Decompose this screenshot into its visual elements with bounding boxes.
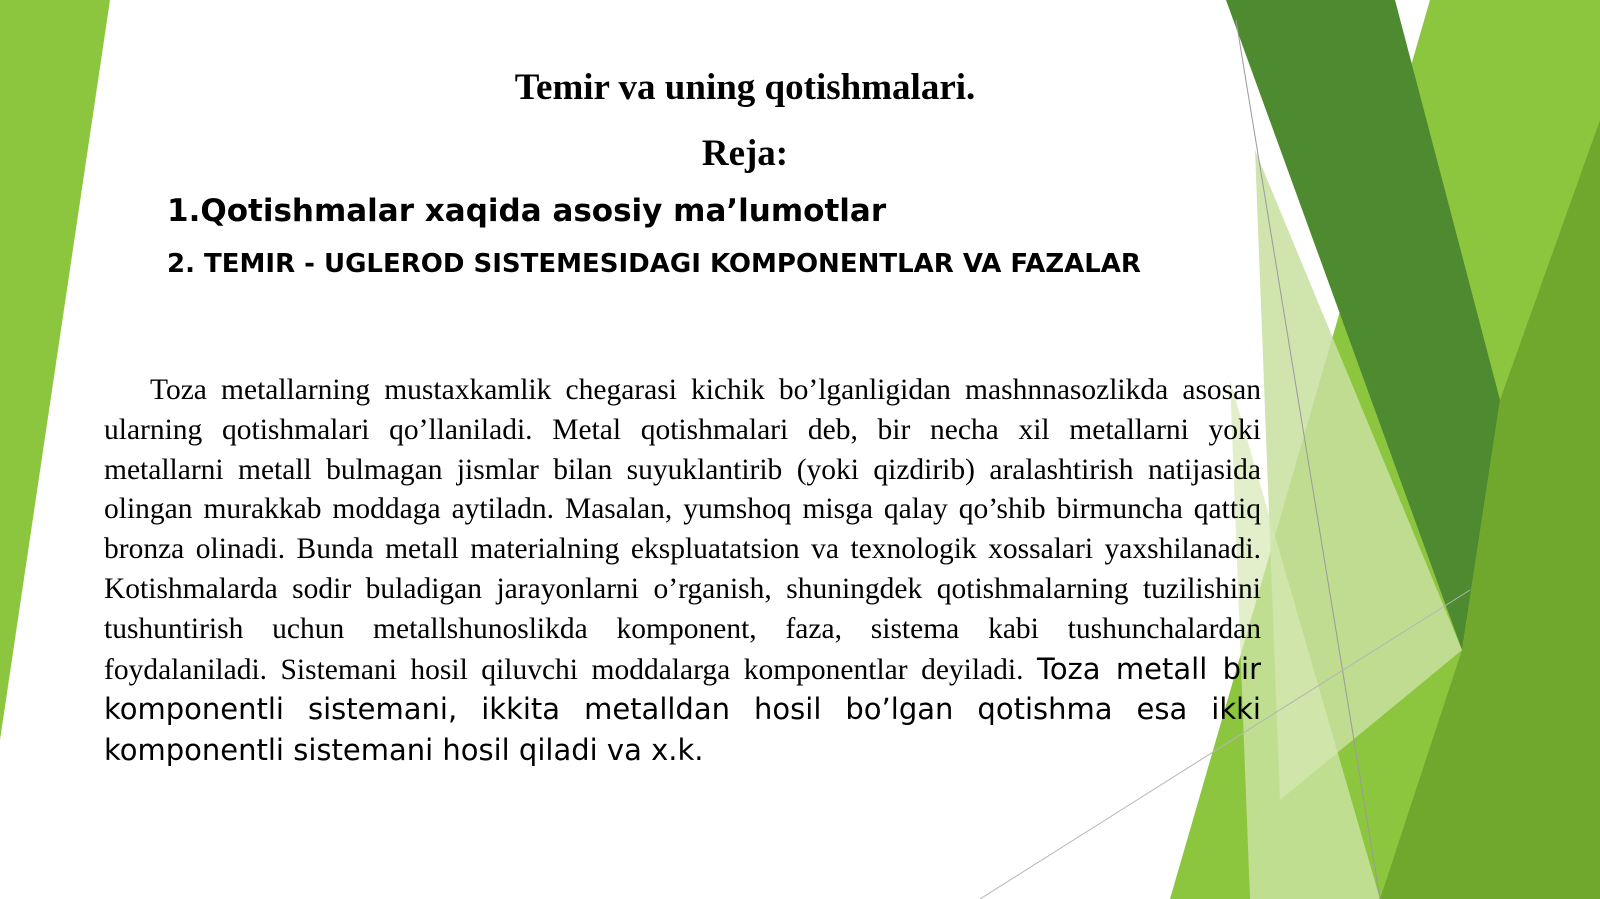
left-green-band <box>0 0 110 740</box>
body-serif-text: Toza metallarning mustaxkamlik chegarasi kichik bo’lganligidan mashnnasozlikda asosan ularning qotishmalari qo’llaniladi. Metal qotishmalari deb, bir necha xil metallarni yoki metallarni metall bulmagan jismlar bilan suyuklantirib (yoki qizdirib) aralashtirish natijasida olingan murakkab moddaga aytiladn. Masalan, yumshoq misga qalay qo’shib birmuncha qattiq bronza olinadi. Bunda metall materialning ekspluatatsion va texnologik xossalari yaxshilanadi. Kotishmalarda sodir buladigan jarayonlarni o’rganish, shuningdek qotishmalarning tuzilishini tushuntirish uchun metallshunoslikda komponent, faza, sistema kabi tushunchalardan foydalaniladi. Sistemani hosil qiluvchi moddalarga komponentlar deyiladi. <box>104 374 1261 686</box>
slide-subtitle: Reja: <box>701 133 789 174</box>
plan-item-1: 1.Qotishmalar xaqida asosiy ma’lumotlar <box>167 193 887 229</box>
body-sans-text: Toza metall bir komponentli sistemani, ikkita metalldan hosil bo’lgan qotishma esa ikki komponentli sistemani hosil qiladi va x.k. <box>104 651 1262 768</box>
body-paragraph <box>104 371 1261 772</box>
plan-item-2: 2. TEMIR - UGLEROD SISTEMESIDAGI KOMPONENTLAR VA FAZALAR <box>167 249 1141 279</box>
slide-title: Temir va uning qotishmalari. <box>514 67 976 108</box>
